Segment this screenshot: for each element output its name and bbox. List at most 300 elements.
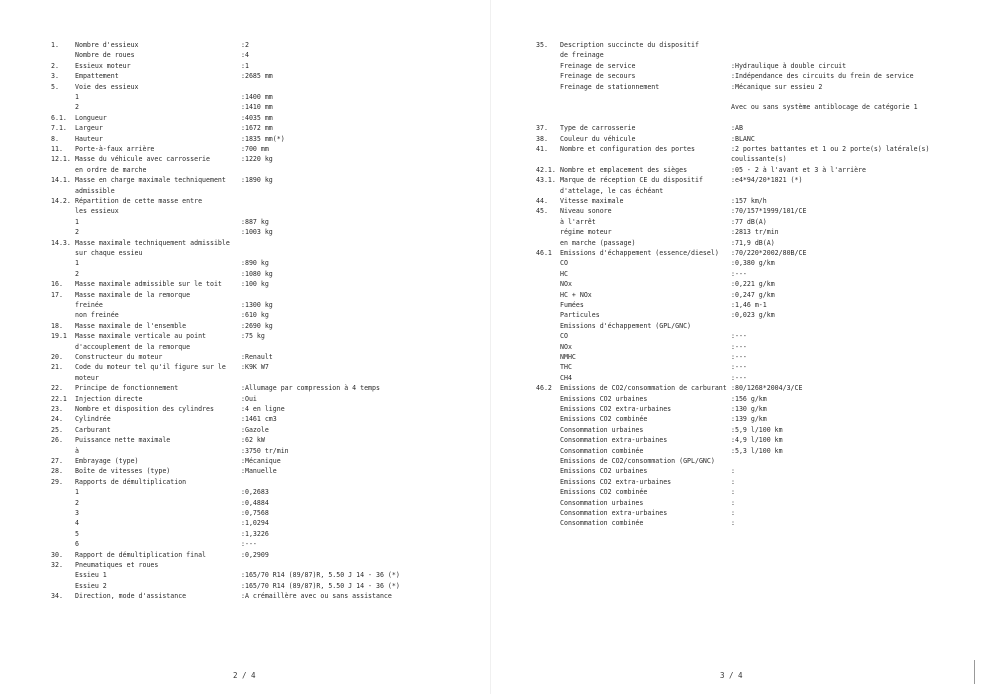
spec-row bbox=[490, 279, 981, 290]
spec-label: Puissance nette maximale bbox=[75, 436, 171, 445]
spec-number: 20. bbox=[51, 353, 63, 361]
spec-row bbox=[490, 196, 981, 207]
spec-row bbox=[490, 206, 981, 217]
spec-value: :165/70 R14 (89/87)R, 5.50 J 14 - 36 (*) bbox=[241, 581, 400, 590]
spec-number: 16. bbox=[51, 280, 63, 289]
spec-row bbox=[0, 591, 490, 602]
spec-label: Emissions CO2 urbaines bbox=[560, 467, 648, 476]
spec-row bbox=[490, 394, 981, 405]
spec-number: 45. bbox=[536, 207, 548, 216]
spec-value: :80/1268*2004/3/CE bbox=[731, 384, 803, 393]
spec-label: 1 bbox=[75, 259, 79, 268]
spec-row bbox=[490, 269, 981, 280]
spec-label: 6 bbox=[75, 540, 79, 549]
spec-value: :1461 cm3 bbox=[241, 415, 277, 424]
spec-number: 37. bbox=[536, 124, 548, 133]
spec-label: Consommation urbaines bbox=[560, 425, 644, 434]
spec-row bbox=[0, 175, 490, 186]
spec-label: moteur bbox=[75, 373, 99, 382]
spec-label: Freinage de secours bbox=[560, 72, 636, 81]
spec-row bbox=[490, 154, 981, 165]
spec-value: :700 mm bbox=[241, 145, 269, 153]
spec-value: :2685 mm bbox=[241, 72, 273, 81]
spec-row bbox=[0, 570, 490, 581]
left-page bbox=[0, 0, 490, 694]
spec-number: 11. bbox=[51, 145, 63, 153]
spec-row bbox=[0, 560, 490, 571]
spec-value: :1,46 m-1 bbox=[731, 301, 767, 309]
spec-number: 19.1 bbox=[51, 332, 67, 341]
spec-value: :4 bbox=[241, 51, 249, 60]
spec-value: : bbox=[731, 498, 735, 507]
spec-number: 23. bbox=[51, 405, 63, 413]
spec-label: Emissions CO2 extra-urbaines bbox=[560, 405, 672, 413]
spec-label: Consommation urbaines bbox=[560, 498, 644, 507]
spec-number: 46.1 bbox=[536, 249, 552, 257]
spec-label: HC bbox=[560, 269, 568, 278]
spec-row bbox=[0, 40, 490, 51]
spec-label: Empattement bbox=[75, 72, 119, 81]
spec-row bbox=[0, 206, 490, 217]
spec-row bbox=[490, 248, 981, 259]
spec-label: Code du moteur tel qu'il figure sur le bbox=[75, 363, 226, 372]
spec-row bbox=[0, 508, 490, 519]
spec-row bbox=[0, 446, 490, 457]
spec-number: 25. bbox=[51, 425, 63, 434]
edge-mark bbox=[974, 660, 975, 684]
spec-value: :Renault bbox=[241, 353, 273, 361]
spec-row bbox=[490, 498, 981, 509]
spec-row bbox=[0, 227, 490, 238]
spec-row bbox=[490, 456, 981, 467]
spec-value: :1890 kg bbox=[241, 176, 273, 185]
spec-value: : bbox=[731, 519, 735, 528]
spec-label: Embrayage (type) bbox=[75, 457, 139, 465]
spec-row bbox=[0, 71, 490, 82]
spec-label: 2 bbox=[75, 228, 79, 237]
spec-row bbox=[0, 300, 490, 311]
spec-row bbox=[490, 50, 981, 61]
spec-label: Niveau sonore bbox=[560, 207, 612, 216]
spec-label: Freinage de stationnement bbox=[560, 82, 660, 91]
spec-row bbox=[0, 435, 490, 446]
spec-value: :Allumage par compression à 4 temps bbox=[241, 384, 380, 393]
spec-label: 3 bbox=[75, 509, 79, 517]
spec-value: :--- bbox=[241, 540, 257, 549]
spec-row bbox=[490, 40, 981, 51]
spec-value: :--- bbox=[731, 332, 747, 341]
spec-row bbox=[490, 466, 981, 477]
spec-label: Consommation extra-urbaines bbox=[560, 436, 668, 445]
spec-value: :0,2909 bbox=[241, 550, 269, 559]
spec-row bbox=[0, 550, 490, 561]
spec-value: :--- bbox=[731, 353, 747, 361]
spec-value: :4035 mm bbox=[241, 113, 273, 122]
spec-row bbox=[0, 290, 490, 301]
spec-label: Couleur du véhicule bbox=[560, 134, 636, 143]
spec-number: 43.1. bbox=[536, 176, 556, 185]
spec-row bbox=[490, 71, 981, 82]
spec-value: :3750 tr/min bbox=[241, 446, 289, 455]
spec-value: :1300 kg bbox=[241, 301, 273, 309]
spec-value: :0,4884 bbox=[241, 498, 269, 507]
spec-value: :1080 kg bbox=[241, 269, 273, 278]
spec-label: 4 bbox=[75, 519, 79, 528]
spec-label: les essieux bbox=[75, 207, 119, 216]
spec-label: Consommation combinée bbox=[560, 519, 644, 528]
spec-label: d'attelage, le cas échéant bbox=[560, 186, 664, 195]
spec-row bbox=[0, 425, 490, 436]
spec-row bbox=[490, 414, 981, 425]
spec-label: CO bbox=[560, 332, 568, 341]
spec-label: Marque de réception CE du dispositif bbox=[560, 176, 703, 185]
spec-value: : bbox=[731, 477, 735, 486]
spec-value: :--- bbox=[731, 363, 747, 372]
spec-number: 35. bbox=[536, 41, 548, 49]
spec-value: :BLANC bbox=[731, 134, 755, 143]
spec-value: :--- bbox=[731, 342, 747, 351]
spec-row bbox=[490, 321, 981, 332]
spec-label: 2 bbox=[75, 269, 79, 278]
spec-value: :100 kg bbox=[241, 280, 269, 289]
spec-label: Principe de fonctionnement bbox=[75, 384, 179, 393]
spec-row bbox=[490, 123, 981, 134]
spec-label: Emissions d'échappement (GPL/GNC) bbox=[560, 321, 692, 330]
spec-value: : bbox=[731, 509, 735, 517]
spec-label: Emissions CO2 urbaines bbox=[560, 394, 648, 403]
spec-label: Largeur bbox=[75, 124, 103, 133]
spec-row bbox=[490, 102, 981, 113]
spec-number: 12.1. bbox=[51, 155, 71, 164]
spec-label: Porte-à-faux arrière bbox=[75, 145, 155, 153]
spec-row bbox=[490, 144, 981, 155]
spec-label: Longueur bbox=[75, 113, 107, 122]
spec-label: Masse maximale verticale au point bbox=[75, 332, 207, 341]
spec-row bbox=[0, 279, 490, 290]
spec-row bbox=[0, 61, 490, 72]
spec-label: Masse en charge maximale techniquement bbox=[75, 176, 226, 185]
spec-row bbox=[0, 269, 490, 280]
spec-row bbox=[0, 238, 490, 249]
spec-value: Avec ou sans système antiblocage de catégorie 1 bbox=[731, 103, 918, 112]
spec-label: 2 bbox=[75, 498, 79, 507]
spec-row bbox=[490, 331, 981, 342]
spec-value: : bbox=[731, 467, 735, 476]
spec-value: :890 kg bbox=[241, 259, 269, 268]
spec-value: :2813 tr/min bbox=[731, 228, 779, 237]
spec-label: Masse maximale de l'ensemble bbox=[75, 321, 187, 330]
spec-row bbox=[490, 373, 981, 384]
spec-row bbox=[490, 425, 981, 436]
spec-value: :0,2683 bbox=[241, 488, 269, 497]
spec-label: à bbox=[75, 446, 79, 455]
spec-value: :05 - 2 à l'avant et 3 à l'arrière bbox=[731, 165, 866, 174]
spec-label: Fumées bbox=[560, 301, 584, 309]
spec-row bbox=[490, 82, 981, 93]
spec-value: :1,3226 bbox=[241, 529, 269, 538]
spec-row bbox=[0, 342, 490, 353]
spec-label: Direction, mode d'assistance bbox=[75, 592, 187, 601]
spec-row bbox=[490, 134, 981, 145]
spec-value: :1400 mm bbox=[241, 93, 273, 101]
right-page bbox=[490, 0, 981, 694]
spec-label: non freinée bbox=[75, 311, 119, 320]
spec-row bbox=[0, 165, 490, 176]
spec-label: Pneumatiques et roues bbox=[75, 561, 159, 569]
spec-label: d'accouplement de la remorque bbox=[75, 342, 191, 351]
spec-number: 42.1. bbox=[536, 165, 556, 174]
spec-row bbox=[490, 342, 981, 353]
spec-value: : bbox=[731, 488, 735, 497]
spec-number: 6.1. bbox=[51, 113, 67, 122]
spec-row bbox=[0, 362, 490, 373]
spec-number: 34. bbox=[51, 592, 63, 601]
spec-row bbox=[0, 154, 490, 165]
spec-row bbox=[490, 258, 981, 269]
spec-number: 27. bbox=[51, 457, 63, 465]
spec-row bbox=[490, 487, 981, 498]
spec-value: :70/157*1999/101/CE bbox=[731, 207, 807, 216]
spec-label: à l'arrêt bbox=[560, 217, 596, 226]
spec-row bbox=[0, 113, 490, 124]
spec-label: 2 bbox=[75, 103, 79, 112]
spec-value: coulissante(s) bbox=[731, 155, 787, 164]
spec-label: Masse du véhicule avec carrosserie bbox=[75, 155, 210, 164]
spec-row bbox=[0, 352, 490, 363]
spec-label: régime moteur bbox=[560, 228, 612, 237]
spec-value: :2690 kg bbox=[241, 321, 273, 330]
spec-label: Consommation extra-urbaines bbox=[560, 509, 668, 517]
spec-value: :K9K W7 bbox=[241, 363, 269, 372]
spec-number: 18. bbox=[51, 321, 63, 330]
spec-row bbox=[0, 310, 490, 321]
spec-label: Nombre et disposition des cylindres bbox=[75, 405, 214, 413]
spec-row bbox=[0, 487, 490, 498]
spec-value: :156 g/km bbox=[731, 394, 767, 403]
spec-row bbox=[490, 238, 981, 249]
spec-label: Hauteur bbox=[75, 134, 103, 143]
spec-number: 5. bbox=[51, 82, 59, 91]
spec-value: :4,9 l/100 km bbox=[731, 436, 783, 445]
spec-value: :0,7568 bbox=[241, 509, 269, 517]
spec-label: Essieu 1 bbox=[75, 571, 107, 580]
spec-value: :130 g/km bbox=[731, 405, 767, 413]
spec-value: :0,221 g/km bbox=[731, 280, 775, 289]
spec-label: de freinage bbox=[560, 51, 604, 60]
spec-value: :A crémaillère avec ou sans assistance bbox=[241, 592, 392, 601]
spec-label: freinée bbox=[75, 301, 103, 309]
spec-row bbox=[0, 248, 490, 259]
spec-value: :Oui bbox=[241, 394, 257, 403]
spec-label: Rapports de démultiplication bbox=[75, 477, 187, 486]
spec-row bbox=[490, 165, 981, 176]
spec-label: CO bbox=[560, 259, 568, 268]
spec-value: :1410 mm bbox=[241, 103, 273, 112]
spec-value: :1003 kg bbox=[241, 228, 273, 237]
spec-number: 24. bbox=[51, 415, 63, 424]
spec-row bbox=[490, 310, 981, 321]
spec-value: :0,023 g/km bbox=[731, 311, 775, 320]
spec-row bbox=[490, 186, 981, 197]
spec-label: NOx bbox=[560, 342, 572, 351]
spec-label: Carburant bbox=[75, 425, 111, 434]
spec-number: 14.1. bbox=[51, 176, 71, 185]
spec-number: 7.1. bbox=[51, 124, 67, 133]
spec-label: Essieux moteur bbox=[75, 61, 131, 70]
spec-row bbox=[490, 383, 981, 394]
spec-number: 3. bbox=[51, 72, 59, 81]
spec-row bbox=[0, 404, 490, 415]
spec-number: 26. bbox=[51, 436, 63, 445]
spec-row bbox=[0, 102, 490, 113]
spec-row bbox=[490, 217, 981, 228]
spec-label: Nombre d'essieux bbox=[75, 41, 139, 49]
spec-value: :0,247 g/km bbox=[731, 290, 775, 299]
spec-value: :0,380 g/km bbox=[731, 259, 775, 268]
spec-number: 14.3. bbox=[51, 238, 71, 247]
spec-row bbox=[490, 352, 981, 363]
spec-row bbox=[0, 394, 490, 405]
spec-value: :139 g/km bbox=[731, 415, 767, 424]
spec-value: :887 kg bbox=[241, 217, 269, 226]
spec-label: Répartition de cette masse entre bbox=[75, 197, 203, 205]
right-page-number: 3 / 4 bbox=[720, 671, 743, 680]
spec-value: :165/70 R14 (89/87)R, 5.50 J 14 - 36 (*) bbox=[241, 571, 400, 580]
spec-label: Emissions d'échappement (essence/diesel) bbox=[560, 249, 719, 257]
spec-number: 21. bbox=[51, 363, 63, 372]
spec-number: 44. bbox=[536, 197, 548, 205]
spec-row bbox=[490, 290, 981, 301]
spec-label: Consommation combinée bbox=[560, 446, 644, 455]
spec-row bbox=[490, 227, 981, 238]
spec-row bbox=[0, 50, 490, 61]
spec-row bbox=[0, 383, 490, 394]
spec-row bbox=[0, 196, 490, 207]
spec-value: :71,9 dB(A) bbox=[731, 238, 775, 247]
spec-number: 2. bbox=[51, 61, 59, 70]
spec-label: NMHC bbox=[560, 353, 576, 361]
spec-value: :Indépendance des circuits du frein de service bbox=[731, 72, 914, 81]
spec-label: Cylindrée bbox=[75, 415, 111, 424]
spec-value: :70/220*2002/80B/CE bbox=[731, 249, 807, 257]
spec-number: 28. bbox=[51, 467, 63, 476]
spec-value: :157 km/h bbox=[731, 197, 767, 205]
spec-label: 1 bbox=[75, 488, 79, 497]
spec-number: 14.2. bbox=[51, 197, 71, 205]
spec-row bbox=[490, 446, 981, 457]
spec-value: :1,0294 bbox=[241, 519, 269, 528]
spec-label: Voie des essieux bbox=[75, 82, 139, 91]
spec-label: 5 bbox=[75, 529, 79, 538]
spec-row bbox=[0, 466, 490, 477]
spec-number: 29. bbox=[51, 477, 63, 486]
spec-row bbox=[0, 373, 490, 384]
spec-row bbox=[0, 82, 490, 93]
spec-label: Emissions de CO2/consommation (GPL/GNC) bbox=[560, 457, 715, 465]
spec-number: 38. bbox=[536, 134, 548, 143]
spec-row bbox=[490, 300, 981, 311]
spec-value: :5,3 l/100 km bbox=[731, 446, 783, 455]
spec-label: admissible bbox=[75, 186, 115, 195]
spec-number: 17. bbox=[51, 290, 63, 299]
spec-value: :Mécanique bbox=[241, 457, 281, 465]
spec-label: Vitesse maximale bbox=[560, 197, 624, 205]
spec-row bbox=[0, 581, 490, 592]
spec-value: :Hydraulique à double circuit bbox=[731, 61, 847, 70]
spec-row bbox=[0, 92, 490, 103]
spec-value: :Gazole bbox=[241, 425, 269, 434]
spec-label: 1 bbox=[75, 93, 79, 101]
spec-label: Masse maximale admissible sur le toit bbox=[75, 280, 222, 289]
spec-label: NOx bbox=[560, 280, 572, 289]
spec-value: :1672 mm bbox=[241, 124, 273, 133]
spec-row bbox=[490, 404, 981, 415]
spec-row bbox=[0, 414, 490, 425]
spec-value: :62 kW bbox=[241, 436, 265, 445]
spec-value: :Manuelle bbox=[241, 467, 277, 476]
spec-row bbox=[0, 186, 490, 197]
spec-value: :610 kg bbox=[241, 311, 269, 320]
spec-number: 8. bbox=[51, 134, 59, 143]
left-page-number: 2 / 4 bbox=[233, 671, 256, 680]
spec-label: Emissions de CO2/consommation de carburant bbox=[560, 384, 727, 393]
spec-label: Rapport de démultiplication final bbox=[75, 550, 207, 559]
spec-value: :4 en ligne bbox=[241, 405, 285, 413]
spec-label: Description succincte du dispositif bbox=[560, 41, 699, 49]
spec-label: Freinage de service bbox=[560, 61, 636, 70]
spec-row bbox=[490, 477, 981, 488]
spec-label: Nombre de roues bbox=[75, 51, 135, 60]
spec-number: 32. bbox=[51, 561, 63, 569]
spec-row bbox=[0, 134, 490, 145]
spec-row bbox=[0, 456, 490, 467]
spec-number: 41. bbox=[536, 145, 548, 153]
spec-row bbox=[490, 518, 981, 529]
spec-label: Constructeur du moteur bbox=[75, 353, 163, 361]
spec-row bbox=[0, 258, 490, 269]
spec-row bbox=[0, 144, 490, 155]
spec-value: :2 bbox=[241, 41, 249, 49]
spec-row bbox=[490, 508, 981, 519]
spec-value: :AB bbox=[731, 124, 743, 133]
spec-row bbox=[0, 331, 490, 342]
spec-label: Boîte de vitesses (type) bbox=[75, 467, 171, 476]
spec-label: Emissions CO2 combinée bbox=[560, 415, 648, 424]
spec-value: :77 dB(A) bbox=[731, 217, 767, 226]
spec-label: Nombre et emplacement des sièges bbox=[560, 165, 688, 174]
spec-row bbox=[490, 175, 981, 186]
spec-label: Emissions CO2 extra-urbaines bbox=[560, 477, 672, 486]
spec-value: :5,9 l/100 km bbox=[731, 425, 783, 434]
spec-row bbox=[0, 529, 490, 540]
spec-row bbox=[0, 321, 490, 332]
spec-label: CH4 bbox=[560, 373, 572, 382]
spec-label: Emissions CO2 combinée bbox=[560, 488, 648, 497]
spec-row bbox=[490, 61, 981, 72]
spec-number: 22.1 bbox=[51, 394, 67, 403]
spec-row bbox=[490, 92, 981, 103]
spec-label: HC + NOx bbox=[560, 290, 592, 299]
spec-row bbox=[0, 539, 490, 550]
spec-value: :--- bbox=[731, 373, 747, 382]
spec-row bbox=[0, 477, 490, 488]
spec-number: 22. bbox=[51, 384, 63, 393]
spec-label: Particules bbox=[560, 311, 600, 320]
spec-value: :1835 mm(*) bbox=[241, 134, 285, 143]
spec-label: Essieu 2 bbox=[75, 581, 107, 590]
spec-number: 30. bbox=[51, 550, 63, 559]
spec-label: 1 bbox=[75, 217, 79, 226]
